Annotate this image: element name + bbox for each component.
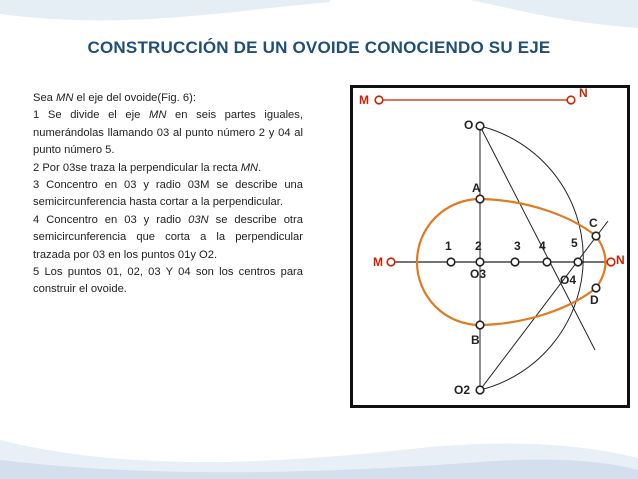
label-m-top: M bbox=[359, 93, 369, 107]
point-a bbox=[476, 195, 484, 203]
instruction-text-segment: MN bbox=[56, 92, 74, 104]
instruction-paragraph bbox=[33, 107, 303, 159]
label-m: M bbox=[373, 255, 383, 269]
label-o2: O2 bbox=[454, 383, 471, 397]
label-d: D bbox=[590, 293, 599, 307]
instruction-text-segment: 4 Concentro en 03 y radio bbox=[33, 213, 189, 226]
instruction-paragraph bbox=[33, 212, 303, 264]
label-3: 3 bbox=[514, 239, 521, 253]
point-d bbox=[592, 284, 600, 292]
point-2 bbox=[476, 258, 484, 266]
label-o: O bbox=[464, 118, 474, 132]
instruction-text-segment: Sea bbox=[33, 92, 57, 104]
label-o3: O3 bbox=[470, 267, 487, 281]
instruction-text-segment: 03N bbox=[188, 213, 209, 226]
instructions-text bbox=[33, 90, 303, 299]
point-c bbox=[592, 232, 600, 240]
label-b: B bbox=[471, 333, 480, 347]
ovoid-diagram bbox=[353, 88, 627, 405]
instruction-paragraph bbox=[33, 177, 303, 212]
point-4 bbox=[543, 258, 551, 266]
label-o4: O4 bbox=[560, 273, 577, 287]
label-5: 5 bbox=[571, 236, 578, 250]
point-1 bbox=[447, 258, 455, 266]
ovoid-upper-arc bbox=[480, 199, 596, 236]
instruction-text-segment: el eje del ovoide(Fig. 6): bbox=[73, 92, 196, 104]
ovoid-figure bbox=[350, 85, 630, 408]
label-a: A bbox=[472, 181, 481, 195]
point-5 bbox=[574, 258, 582, 266]
instruction-text-segment: en seis partes iguales, numerándolas llamando 03 al punto número 2 y 04 al punto número 5. bbox=[33, 109, 303, 157]
point-3 bbox=[511, 258, 519, 266]
label-n-top: N bbox=[579, 88, 588, 100]
instruction-text-segment: MN bbox=[149, 109, 167, 122]
instruction-text-segment: 1 Se divide el eje bbox=[33, 109, 149, 122]
instruction-paragraph bbox=[33, 264, 303, 299]
instruction-text-segment: se describe otra semicircunferencia que corta a la perpendicular trazada por 03 en los puntos 01y O2. bbox=[33, 213, 303, 261]
instruction-text-segment: 2 Por 03se traza la perpendicular la recta bbox=[33, 161, 241, 174]
slide-title: CONSTRUCCIÓN DE UN OVOIDE CONOCIENDO SU EJE bbox=[87, 38, 551, 57]
label-4: 4 bbox=[539, 239, 546, 253]
big-semicircle bbox=[480, 126, 583, 390]
label-2: 2 bbox=[475, 239, 482, 253]
point-m bbox=[387, 258, 395, 266]
point-o2 bbox=[476, 386, 484, 394]
instruction-text-segment: . bbox=[258, 161, 262, 174]
instruction-text-segment: 3 Concentro en 03 y radio 03M se describe una semicircunferencia hasta cortar a la perpendicular. bbox=[33, 179, 303, 209]
instruction-paragraph bbox=[33, 90, 303, 107]
point-n-top bbox=[567, 96, 575, 104]
label-c: C bbox=[589, 216, 598, 230]
instruction-text-segment: 5 Los puntos 01, 02, 03 Y 04 son los centros para construir el ovoide. bbox=[33, 266, 303, 296]
point-n bbox=[607, 258, 615, 266]
point-m-top bbox=[375, 96, 383, 104]
point-b bbox=[476, 321, 484, 329]
instruction-paragraph bbox=[33, 160, 303, 177]
label-1: 1 bbox=[445, 239, 452, 253]
instruction-text-segment: MN bbox=[240, 161, 259, 174]
point-o bbox=[476, 122, 484, 130]
label-n: N bbox=[616, 253, 625, 267]
